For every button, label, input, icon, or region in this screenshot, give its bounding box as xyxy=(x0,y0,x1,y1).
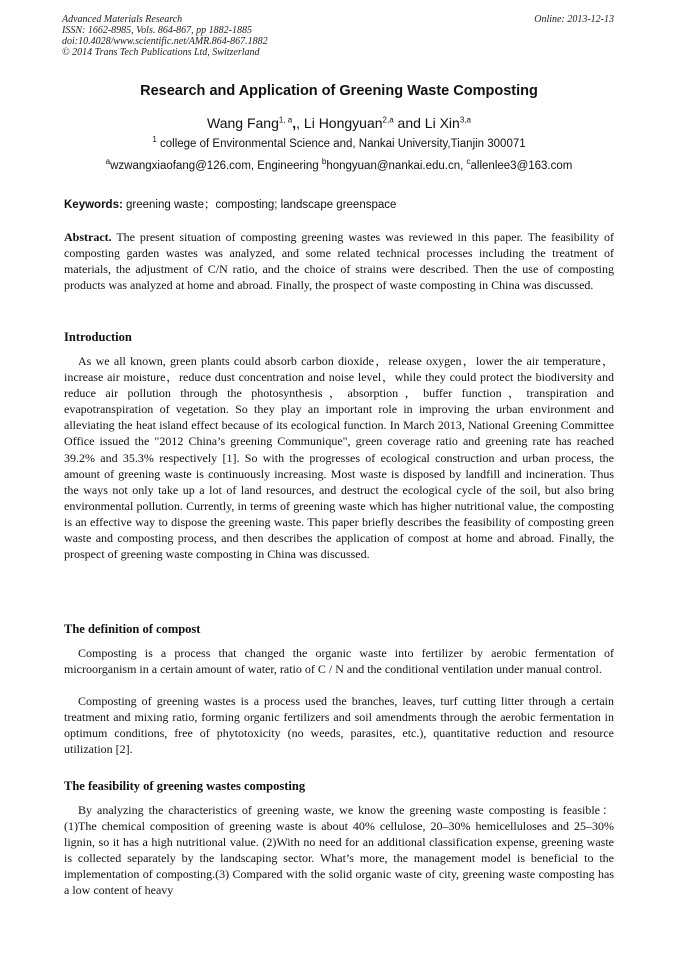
author-name: , Li Hongyuan xyxy=(296,115,383,131)
issn-line: ISSN: 1662-8985, Vols. 864-867, pp 1882-1885 xyxy=(62,25,252,36)
journal-name: Advanced Materials Research xyxy=(62,14,183,25)
abstract-text: The present situation of composting greening wastes was reviewed in this paper. The feasibility of composting garden wastes was analyzed, and some related technical processes including the treatment of materials, the adjustment of C/N ratio, and the choice of strains were described. Then the use of composting products was analyzed at home and abroad. Finally, the prospect of waste composting in China was discussed. xyxy=(64,230,614,293)
author-name: and Li Xin xyxy=(393,115,460,131)
affiliation xyxy=(0,135,678,150)
email-address[interactable]: hongyuan@nankai.edu.cn, xyxy=(326,160,467,172)
keywords-label: Keywords: xyxy=(64,199,123,211)
keywords-text: greening waste；composting; landscape greenspace xyxy=(122,199,397,211)
author-name: Wang Fang xyxy=(207,115,279,131)
email-line xyxy=(0,157,678,172)
feasibility-paragraph: By analyzing the characteristics of greening waste, we know the greening waste composting is feasible：(1)The chemical composition of greening waste is about 40% cellulose, 20–30% hemicelluloses and 25–30% lignin, so it has a high nutritional value. (2)With no need for an additional classification expense, greening waste is collected separately by the landscaping sector. What’s more, the management model is beneficial to the implementation of composting.(3) Compared with the solid organic waste of city, greening waste composting has a low content of heavy xyxy=(64,803,614,898)
author-list: Wang Fang$^{1, a}$,, Li Hongyuan$^{2,a}$ and Li Xin$^{3,a}$ xyxy=(207,115,471,131)
abstract xyxy=(64,229,614,293)
author-sup: 1, a xyxy=(278,115,293,125)
email-sup: b xyxy=(321,157,327,167)
online-date: Online: 2013-12-13 xyxy=(534,14,614,25)
author-sup: 2,a xyxy=(382,115,394,125)
journal-header xyxy=(62,14,614,58)
definition-paragraph-2: Composting of greening wastes is a process used the branches, leaves, turf cutting litter through a certain treatment and mixing ratio, forming organic fertilizers and soil amendments through the aerobic fermentation in optimum conditions, free of phytotoxicity (no weeds, parasites, etc.), quantitative reduction and resource utilization [2]. xyxy=(64,694,614,757)
affiliation-text: college of Environmental Science and, Nankai University,Tianjin 300071 xyxy=(156,138,526,150)
abstract-label: Abstract. xyxy=(64,230,112,244)
email-sup: c xyxy=(466,157,471,167)
paper-title: Research and Application of Greening Waste Composting xyxy=(140,83,538,99)
copyright-line: © 2014 Trans Tech Publications Ltd, Switzerland xyxy=(62,47,260,58)
section-heading-introduction: Introduction xyxy=(64,330,132,344)
email-address[interactable]: allenlee3@163.com xyxy=(470,160,573,172)
section-heading-feasibility: The feasibility of greening wastes composting xyxy=(64,779,306,793)
email-sup: a xyxy=(105,157,111,167)
affiliation-sup: 1 xyxy=(152,135,157,145)
section-heading-definition: The definition of compost xyxy=(64,622,201,636)
introduction-paragraph: As we all known, green plants could absorb carbon dioxide，release oxygen，lower the air temperature，increase air moisture，reduce dust concentration and noise level，while they could protect the biodiversity and reduce air pollution through the photosynthesis，absorption，buffer function，transpiration and evapotranspiration of vegetation. So they play an important role in improving the urban environment and alleviating the heat island effect because of its ecological function. In March 2013, National Greening Committee Office issued the "2012 China’s greening Communique", green coverage ratio and greening rate has reached 39.2% and 35.3% respectively [1]. So with the progresses of ecological construction and urban process, the amount of greening waste is continuously increasing. Most waste is disposed by landfill and incineration. Thus the ways not only take up a lot of land resources, and destruct the ecological cycle of the soil, but also bring environmental pollution. Currently, in terms of greening waste which has higher nutritional value, the composting is an effective way to dispose the greening waste. This paper briefly describes the feasibility of composting green waste and composting process, and then describes the application of compost at home and abroad. Finally, the prospect of greening waste composting in China was discussed. xyxy=(64,354,614,562)
definition-paragraph-1: Composting is a process that changed the organic waste into fertilizer by aerobic fermentation of microorganism in a certain amount of water, ratio of C / N and the conditional ventilation under manual control. xyxy=(64,646,614,677)
doi-line[interactable]: doi:10.4028/www.scientific.net/AMR.864-867.1882 xyxy=(62,36,268,47)
email-address[interactable]: wzwangxiaofang@126.com, Engineering xyxy=(110,160,322,172)
author-sup: 3,a xyxy=(459,115,471,125)
keywords xyxy=(64,196,396,212)
